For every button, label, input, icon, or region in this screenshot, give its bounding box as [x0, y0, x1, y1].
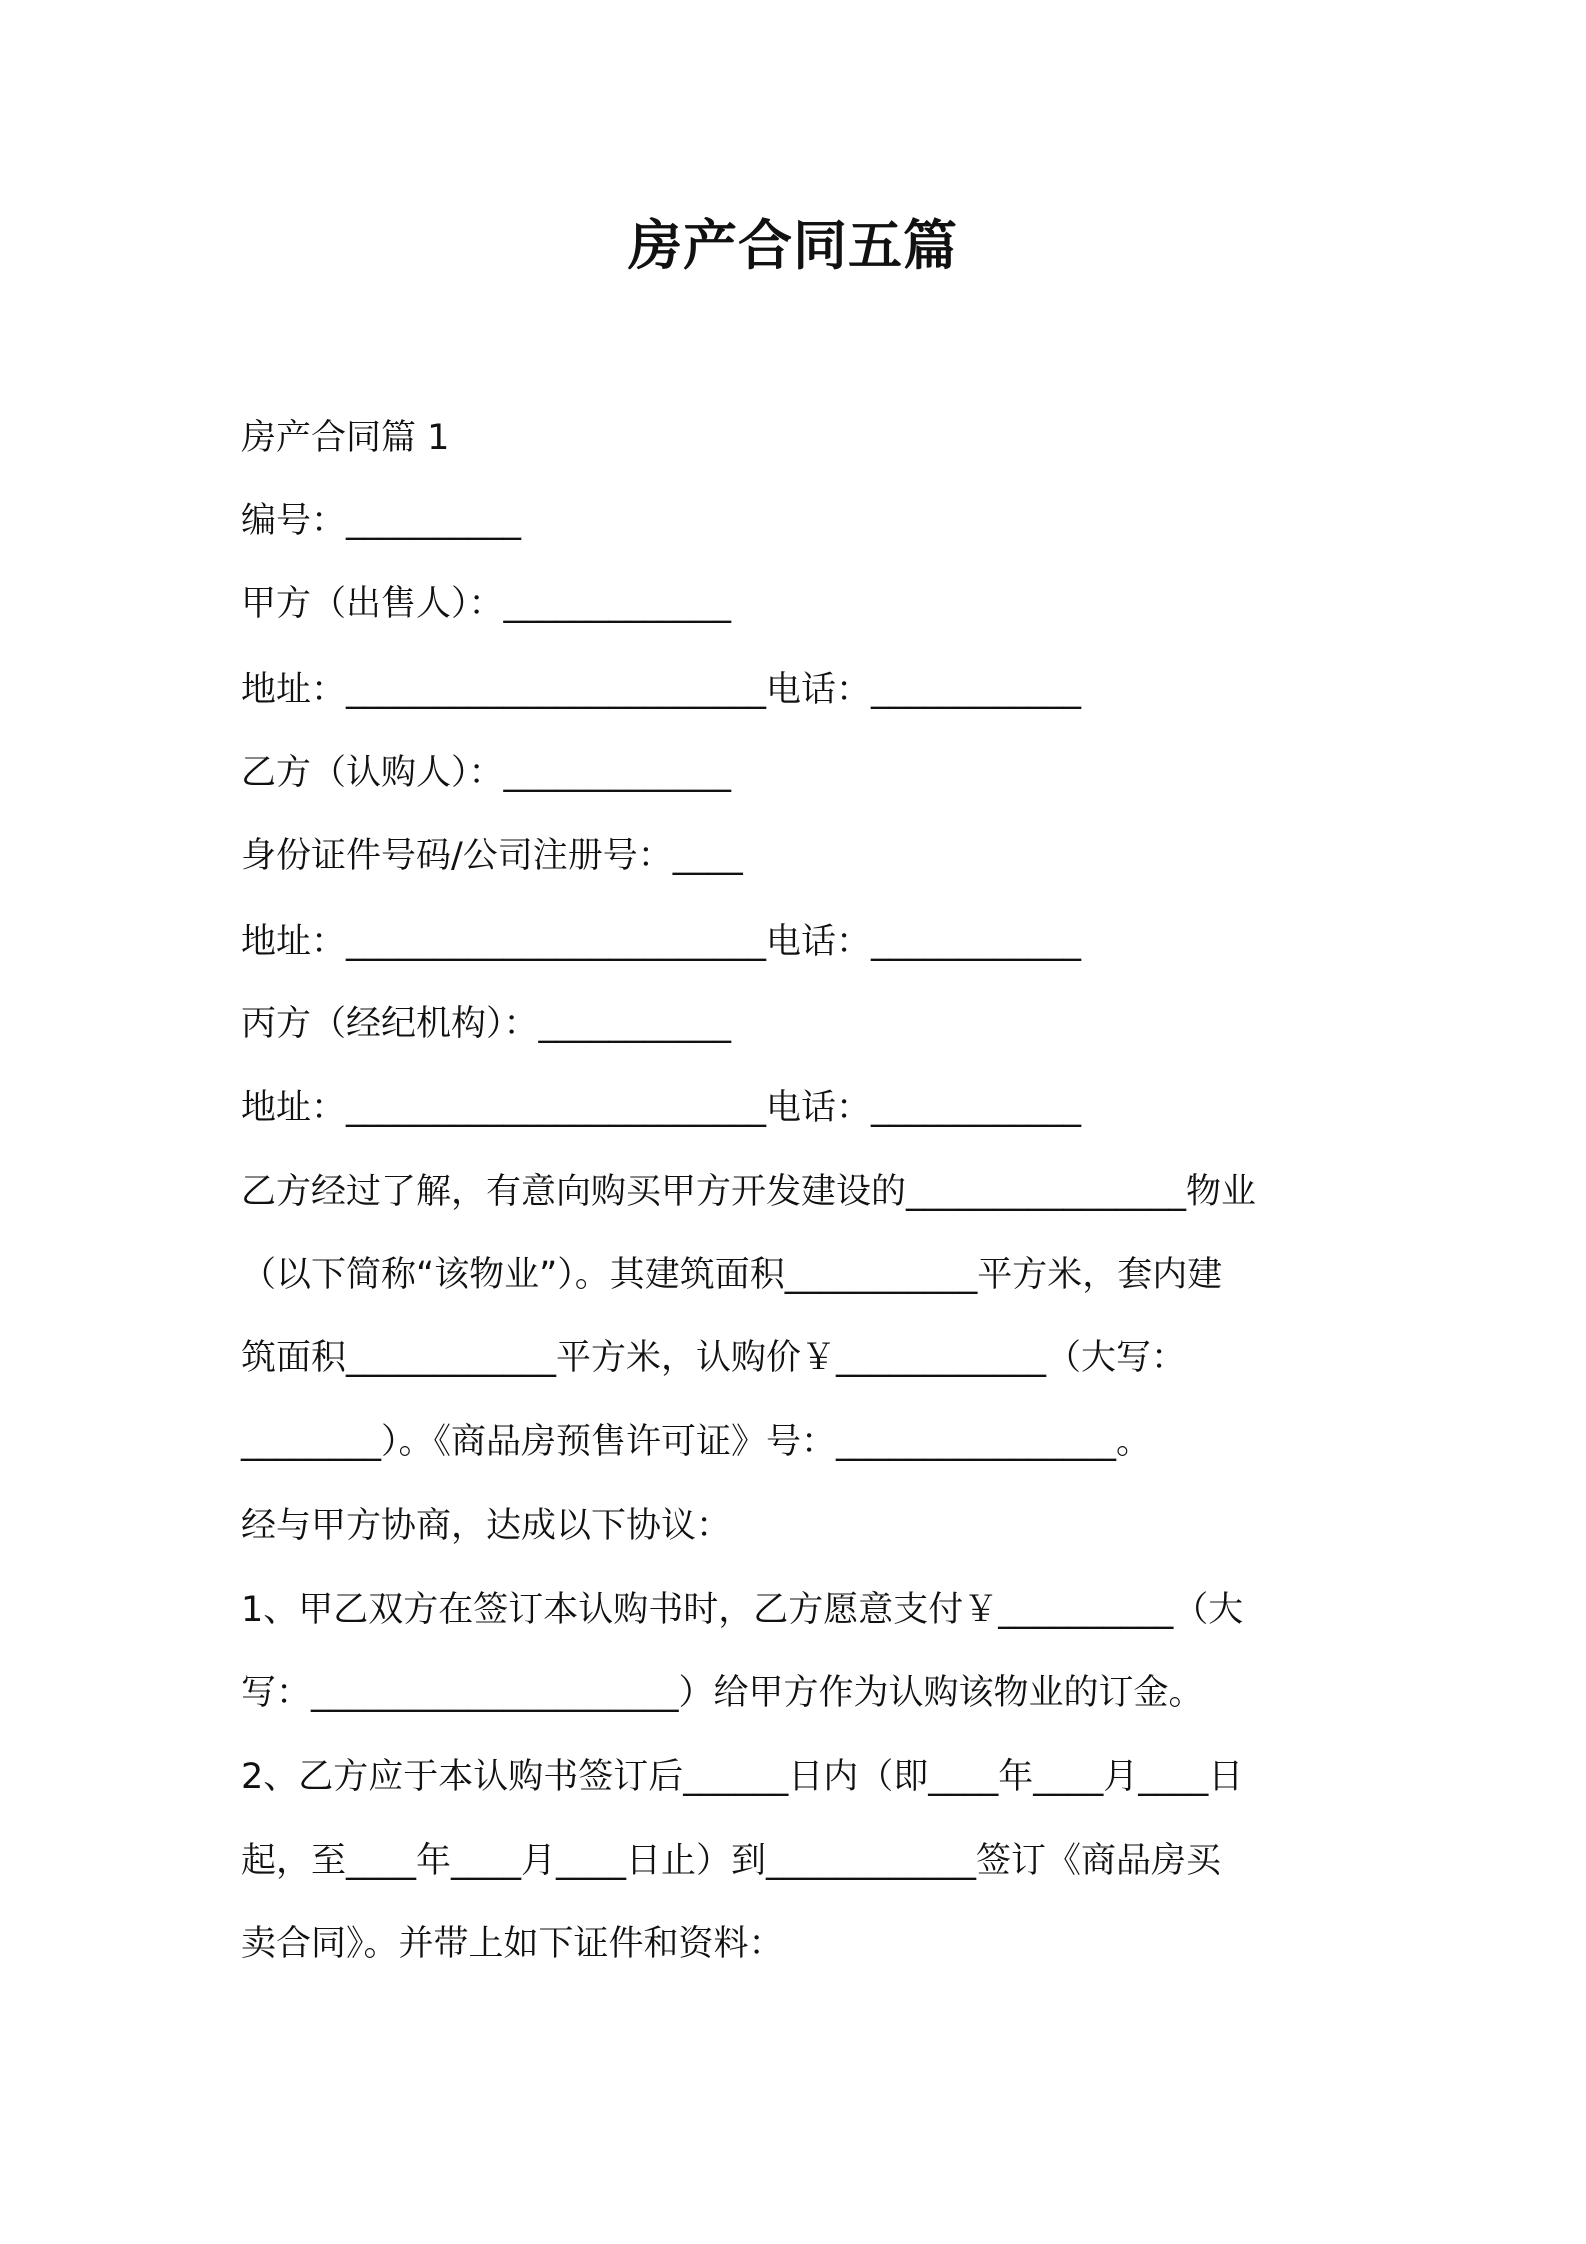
- seller-line: 甲方（出售人）：_____________: [241, 584, 732, 624]
- section-heading: 房产合同篇 1: [241, 418, 450, 458]
- paragraph-line: ________）。《商品房预售许可证》号：________________。: [241, 1422, 1152, 1462]
- clause-2-line: 卖合同》。并带上如下证件和资料：: [241, 1924, 784, 1964]
- clause-2-line: 起，至____年____月____日止）到____________签订《商品房买: [241, 1841, 1222, 1881]
- buyer-line: 乙方（认购人）：_____________: [241, 753, 732, 793]
- paragraph-line: （以下简称“该物业”）。其建筑面积___________平方米，套内建: [241, 1255, 1223, 1295]
- buyer-id-line: 身份证件号码/公司注册号：____: [241, 836, 743, 876]
- agreement-intro-line: 经与甲方协商，达成以下协议：: [241, 1506, 732, 1546]
- seller-address-line: 地址：________________________电话：____________: [241, 670, 1082, 710]
- clause-1-line: 写：_____________________）给甲方作为认购该物业的订金。: [241, 1673, 1204, 1713]
- clause-2-line: 2、乙方应于本认购书签订后______日内（即____年____月____日: [241, 1757, 1244, 1797]
- buyer-address-line: 地址：________________________电话：____________: [241, 922, 1082, 962]
- contract-number-line: 编号：__________: [241, 501, 522, 541]
- agency-address-line: 地址：________________________电话：____________: [241, 1088, 1082, 1128]
- agency-line: 丙方（经纪机构）：___________: [241, 1004, 732, 1044]
- paragraph-line: 筑面积____________平方米，认购价￥____________（大写：: [241, 1338, 1187, 1378]
- document-title: 房产合同五篇: [628, 214, 958, 277]
- clause-1-line: 1、甲乙双方在签订本认购书时，乙方愿意支付￥__________（大: [241, 1590, 1244, 1630]
- paragraph-line: 乙方经过了解，有意向购买甲方开发建设的________________物业: [241, 1172, 1257, 1212]
